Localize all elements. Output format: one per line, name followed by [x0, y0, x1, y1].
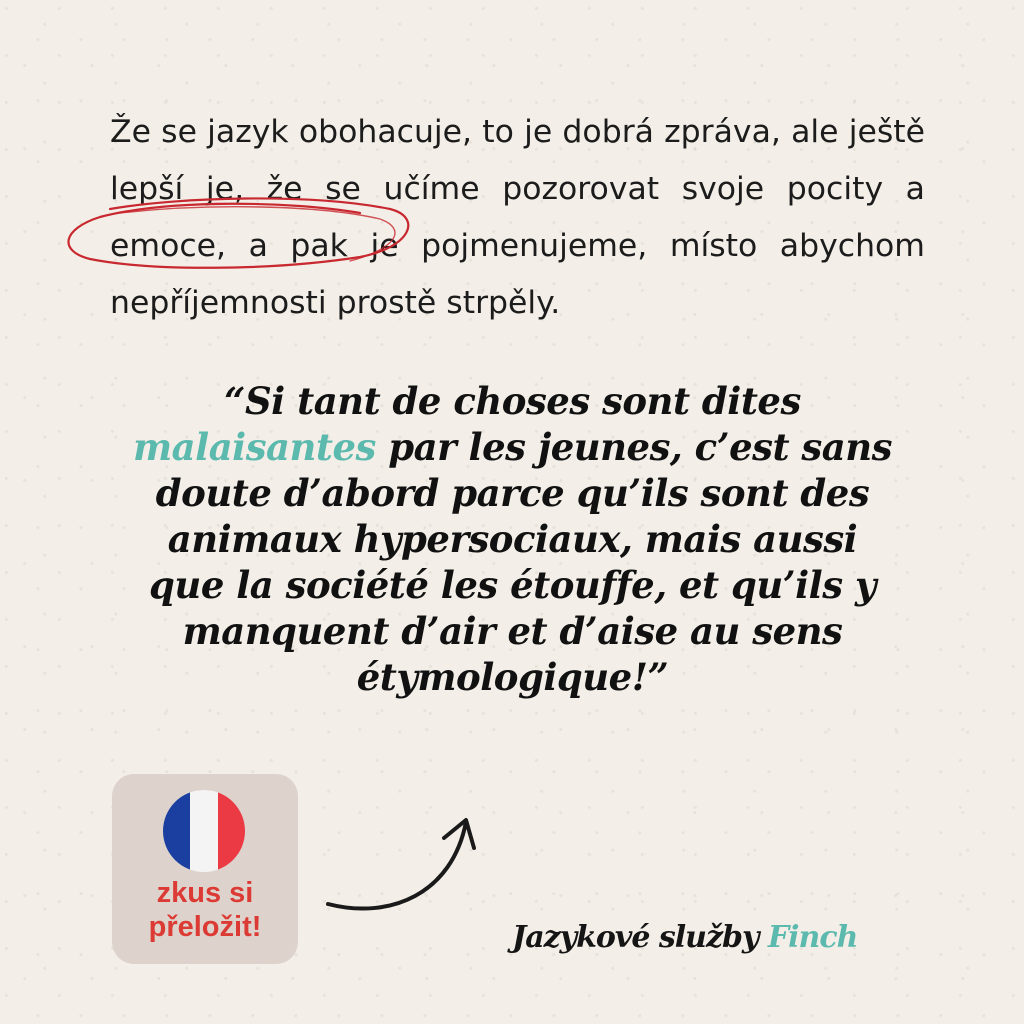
quote-text-end: par les jeunes, c’est sans doute d’abord parce qu’ils sont des animaux hypersociaux, mais aussi que la société les étouffe, et qu’ils y manquent d’air et d’aise au sens étymologique!”: [149, 425, 892, 699]
curved-arrow-icon: [320, 808, 480, 918]
brand-name: Jazykové služby: [512, 920, 768, 955]
french-quote: [130, 378, 895, 700]
translate-badge: [112, 774, 298, 964]
quote-highlight-word: malaisantes: [133, 425, 376, 469]
quote-text-start: “Si tant de choses sont dites: [224, 379, 801, 423]
badge-label: zkus si přeložit!: [148, 877, 262, 943]
red-circle-annotation: [60, 195, 420, 275]
czech-paragraph: Že se jazyk obohacuje, to je dobrá zpráva, ale ještě lepší je, že se učíme pozorovat svoje pocity a emoce, a pak je pojmenujeme, místo abychom nepříjemnosti prostě strpěly.: [110, 114, 925, 321]
brand-signature: [512, 920, 857, 955]
french-flag-icon: [163, 790, 245, 872]
brand-highlight: Finch: [767, 920, 858, 955]
